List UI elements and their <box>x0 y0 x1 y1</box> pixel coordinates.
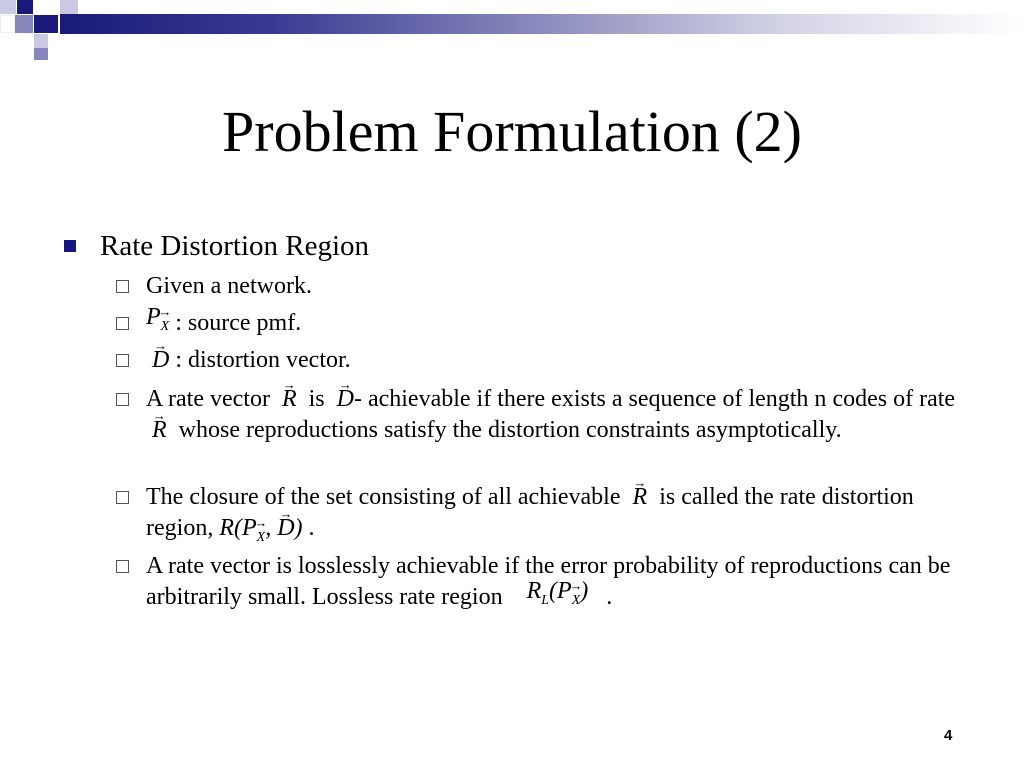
text-segment: codes of rate <box>832 386 956 412</box>
text-segment: A rate vector is losslessly achievable if the error probability of reproductions can be arbitrarily small. Lossless rate region <box>146 553 951 610</box>
text-segment: The closure of the set consisting of all achievable <box>146 484 621 510</box>
math-symbol: → D <box>152 345 169 376</box>
hollow-square-bullet-icon <box>116 354 129 367</box>
page-number: 4 <box>944 727 953 744</box>
math-symbol: → R <box>152 415 167 446</box>
math-part: (P <box>549 578 572 604</box>
deco-square <box>15 34 33 48</box>
slide-title: Problem Formulation (2) <box>222 99 802 164</box>
math-subscript: → X <box>257 522 266 553</box>
text-segment: . <box>606 584 613 610</box>
text-segment: is called the rate distortion region, <box>146 484 914 541</box>
math-symbol: → D <box>277 513 294 544</box>
math-symbol: → R <box>633 482 648 513</box>
math-part: ) <box>294 515 303 541</box>
text-segment: is <box>308 386 325 412</box>
hollow-square-bullet-icon <box>116 560 129 573</box>
math-part: R <box>526 578 542 604</box>
main-bullet-label: Rate Distortion Region <box>100 230 370 262</box>
math-part: R(P <box>219 515 257 541</box>
deco-square <box>0 15 16 33</box>
hollow-square-bullet-icon <box>116 317 129 330</box>
math-subscript: → X <box>572 585 581 616</box>
deco-square <box>34 0 58 14</box>
deco-square <box>34 34 48 48</box>
hollow-square-bullet-icon <box>116 280 129 293</box>
math-symbol: P <box>146 304 161 330</box>
deco-square <box>34 15 58 33</box>
text-segment: whose reproductions satisfy the distortion constraints asymptotically. <box>178 417 842 443</box>
math-expression <box>219 515 303 545</box>
deco-square <box>15 15 33 33</box>
text-segment: . <box>308 515 315 541</box>
header-gradient-bar <box>60 14 1024 34</box>
square-bullet-icon <box>64 240 76 252</box>
math-symbol: → D <box>337 384 354 415</box>
deco-square <box>60 0 78 14</box>
math-part: , <box>265 515 278 541</box>
text-segment: A rate vector <box>146 386 270 412</box>
text-segment: - achievable if there exists a sequence of length n <box>353 386 827 412</box>
math-subscript: → X <box>161 311 170 342</box>
sub-bullet-text: : source pmf. <box>175 310 302 336</box>
deco-square <box>34 48 48 60</box>
hollow-square-bullet-icon <box>116 393 129 406</box>
math-part: ) <box>580 578 589 604</box>
sub-bullet-text: Given a network. <box>146 273 312 299</box>
deco-square <box>17 0 33 14</box>
hollow-square-bullet-icon <box>116 491 129 504</box>
math-symbol: → R <box>282 384 297 415</box>
math-expression <box>526 578 589 608</box>
deco-square <box>0 0 16 14</box>
sub-bullet-text: : distortion vector. <box>175 347 351 373</box>
math-subscript: L <box>541 593 550 608</box>
